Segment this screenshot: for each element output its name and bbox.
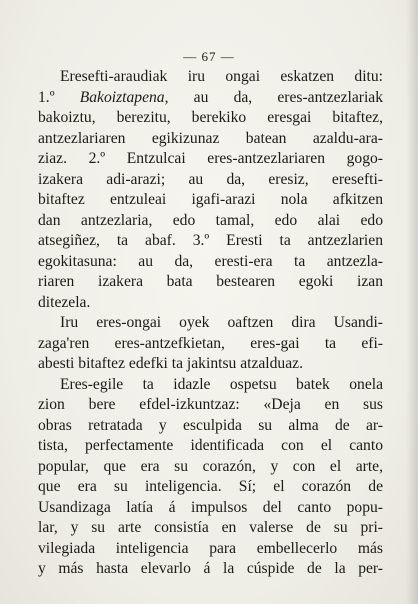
text-line: riaren izakera bata bestearen egoki izan [38, 273, 383, 290]
text-line: egokitasuna: au da, eresti-era ta antzezla- [38, 252, 383, 270]
text-line: vilegiada inteligencia para embellecerlo más [38, 539, 383, 557]
text-line: lar, y su arte consistía en valerse de su pri- [38, 519, 383, 536]
text-line: popular, que era su corazón, y con el arte, [38, 457, 383, 475]
text-segment: au da, eres-antzezlariak [168, 88, 383, 106]
text-line: abesti bitaftez edefki ta jakintsu atzalduaz. [38, 355, 303, 372]
text-line: que era su inteligencia. Sí; el corazón de [38, 478, 383, 495]
text-line: obras retratada y esculpida su alma de ar- [38, 416, 383, 434]
text-line: zaga'ren eres-antzefkietan, eres-gai ta efi- [38, 334, 383, 352]
emphasized-term: Bakoiztapena, [79, 88, 169, 106]
text-line: tista, perfectamente identificada con el canto [38, 437, 383, 454]
text-line: zion bere efdel-izkuntzaz: «Deja en sus [38, 396, 383, 413]
page-number: — 67 — [183, 49, 235, 64]
text-line: Eresefti-araudiak iru ongai eskatzen ditu: [60, 68, 383, 85]
text-line: Iru eres-ongai oyek oaftzen dira Usandi- [60, 314, 383, 331]
text-line: Usandizaga latía á impulsos del canto popu- [38, 498, 383, 516]
text-line: bitaftez entzuleai igafi-arazi nola afkitzen [38, 191, 383, 208]
text-line: atsegiñez, ta abaf. 3.º Eresti ta antzezlarien [38, 232, 383, 249]
text-line: Eres-egile ta idazle ospetsu batek onela [60, 375, 383, 393]
text-line: antzezlariaren egikizunaz batean azaldu-ara- [38, 129, 383, 147]
text-line: y más hasta elevarlo á la cúspide de la per- [38, 560, 383, 577]
text-line: izakera adi-arazi; au da, eresiz, eresefti- [38, 170, 383, 188]
text-line: ziaz. 2.º Entzulcai eres-antzezlariaren gogo- [38, 150, 383, 167]
text-line [38, 88, 383, 109]
text-line: bakoiztu, berezitu, berekiko eresgai bitaftez, [38, 109, 383, 126]
page-edge-shadow [406, 0, 418, 604]
text-line: ditezela. [38, 293, 91, 311]
text-line: dan antzezlaria, edo tamal, edo alai edo [38, 211, 383, 229]
text-segment: 1.º [38, 88, 80, 106]
body-text [38, 67, 383, 580]
